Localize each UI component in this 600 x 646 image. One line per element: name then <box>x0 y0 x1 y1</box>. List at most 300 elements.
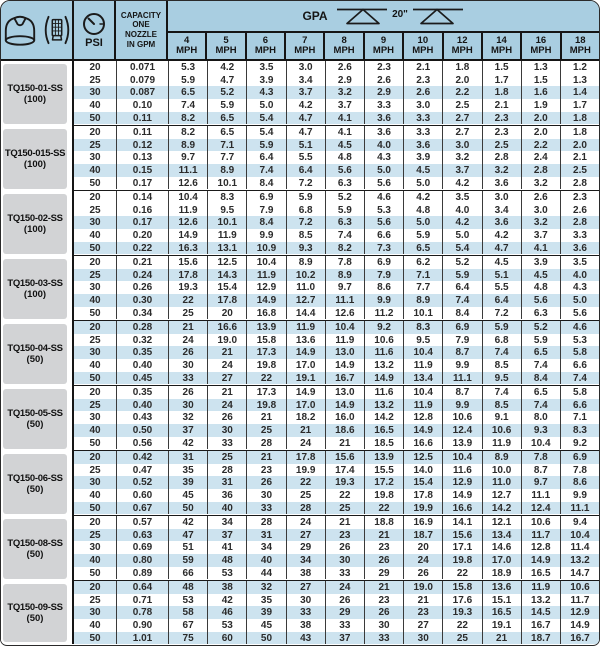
model-label <box>3 519 67 579</box>
gpm-cell: 0.35 <box>116 346 168 359</box>
gpa-value-cell: 4.7 <box>286 112 325 125</box>
psi-cell: 20 <box>89 451 101 463</box>
gpm-cell: 0.67 <box>116 502 168 515</box>
gpa-value-cell: 11.6 <box>364 346 403 359</box>
gpa-value-cell: 7.7 <box>207 151 246 164</box>
gpa-value-cell: 5.3 <box>560 334 599 347</box>
gpa-value-cell: 9.2 <box>364 321 403 334</box>
nozzle-group-rows <box>74 61 599 126</box>
table-row <box>74 437 599 450</box>
gpa-value-cell: 6.6 <box>560 359 599 372</box>
gpm-cell: 0.17 <box>116 177 168 190</box>
gpa-value-cell: 2.0 <box>442 74 481 87</box>
gpa-value-cell: 1.8 <box>560 112 599 125</box>
gpa-value-cell: 22 <box>246 372 285 385</box>
gpa-value-cell: 21 <box>246 411 285 424</box>
gpa-value-cell: 5.4 <box>442 242 481 255</box>
psi-cell: 25 <box>89 74 101 86</box>
gpa-value-cell: 17.4 <box>325 464 364 477</box>
gpa-value-cell: 5.9 <box>246 139 285 152</box>
gpa-value-cell: 13.2 <box>364 399 403 412</box>
gpa-value-cell: 23 <box>364 594 403 607</box>
psi-cell: 30 <box>89 412 101 424</box>
psi-cell: 40 <box>89 164 101 176</box>
gpa-value-cell: 5.2 <box>521 321 560 334</box>
gpa-value-cell: 2.5 <box>442 99 481 112</box>
gpa-value-cell: 12.7 <box>482 489 521 502</box>
model-label-slot <box>1 516 72 581</box>
gpa-value-cell: 7.4 <box>442 294 481 307</box>
gpa-value-cell: 16.5 <box>482 606 521 619</box>
gpa-value-cell: 6.9 <box>246 191 285 204</box>
gpm-cell: 0.78 <box>116 606 168 619</box>
gpa-value-cell: 12.7 <box>286 294 325 307</box>
gpa-value-cell: 3.2 <box>521 177 560 190</box>
psi-cell: 25 <box>89 594 101 606</box>
gpa-value-cell: 6.4 <box>246 151 285 164</box>
psi-cell: 50 <box>89 177 101 189</box>
gpa-value-cell: 4.5 <box>403 164 442 177</box>
gpa-value-cell: 14.2 <box>364 411 403 424</box>
gpa-value-cell: 3.5 <box>246 61 285 74</box>
nozzle-group-rows <box>74 126 599 191</box>
gpa-value-cell: 5.0 <box>442 229 481 242</box>
gpa-value-cell: 17.8 <box>403 489 442 502</box>
gpa-value-cell: 7.1 <box>207 139 246 152</box>
gpa-value-cell: 5.6 <box>521 294 560 307</box>
gpa-value-cell: 26 <box>246 476 285 489</box>
mph-column-header <box>245 33 284 59</box>
gpa-value-cell: 6.9 <box>560 451 599 464</box>
gpm-cell: 0.087 <box>116 86 168 99</box>
psi-cell: 40 <box>89 229 101 241</box>
table-row <box>74 502 599 515</box>
gpa-value-cell: 8.7 <box>521 464 560 477</box>
mph-unit: MPH <box>333 45 355 56</box>
model-name: TQ150-01-SS <box>7 82 63 94</box>
gpa-value-cell: 2.8 <box>521 164 560 177</box>
gpa-value-cell: 6.6 <box>560 399 599 412</box>
psi-cell: 30 <box>89 87 101 99</box>
gpa-value-cell: 7.8 <box>560 464 599 477</box>
table-row <box>74 411 599 424</box>
gpa-value-cell: 10.1 <box>403 307 442 320</box>
gpa-value-cell: 5.0 <box>246 99 285 112</box>
gpa-value-cell: 5.2 <box>442 256 481 269</box>
gpa-value-cell: 12.9 <box>246 281 285 294</box>
gpa-value-cell: 29 <box>286 541 325 554</box>
gpa-value-cell: 7.3 <box>364 242 403 255</box>
gpm-cell: 0.22 <box>116 242 168 255</box>
gpa-value-cell: 25 <box>168 307 207 320</box>
psi-cell: 30 <box>89 152 101 164</box>
gpa-value-cell: 15.5 <box>364 464 403 477</box>
gpa-value-cell: 7.9 <box>246 204 285 217</box>
gpa-value-cell: 38 <box>286 619 325 632</box>
gpa-value-cell: 3.7 <box>325 99 364 112</box>
gpa-value-cell: 1.8 <box>442 61 481 74</box>
gpa-value-cell: 39 <box>168 476 207 489</box>
gpa-value-cell: 1.6 <box>521 86 560 99</box>
gpa-value-cell: 10.4 <box>246 256 285 269</box>
gpa-value-cell: 5.9 <box>325 204 364 217</box>
table-row <box>74 399 599 412</box>
nozzle-group-rows <box>74 516 599 581</box>
psi-cell: 40 <box>89 99 101 111</box>
gpm-cell: 0.071 <box>116 61 168 74</box>
gpa-value-cell: 9.5 <box>207 204 246 217</box>
mph-unit: MPH <box>294 45 316 56</box>
gpa-value-cell: 5.3 <box>168 61 207 74</box>
gpa-value-cell: 9.4 <box>560 516 599 529</box>
gpa-value-cell: 28 <box>246 516 285 529</box>
gpa-value-cell: 8.4 <box>521 372 560 385</box>
gpm-cell: 1.01 <box>116 632 168 645</box>
gpa-value-cell: 12.1 <box>482 516 521 529</box>
gpa-value-cell: 1.8 <box>560 126 599 139</box>
gpa-value-cell: 26 <box>364 606 403 619</box>
table-row <box>74 464 599 477</box>
psi-cell: 25 <box>89 464 101 476</box>
gpa-value-cell: 2.8 <box>482 151 521 164</box>
mph-speed: 14 <box>496 34 507 46</box>
gpa-value-cell: 34 <box>246 541 285 554</box>
gpa-value-cell: 6.5 <box>207 112 246 125</box>
model-name: TQ150-06-SS <box>7 472 63 484</box>
gpa-value-cell: 11.0 <box>482 476 521 489</box>
mph-column-header <box>323 33 362 59</box>
gpa-value-cell: 5.0 <box>403 216 442 229</box>
psi-label: PSI <box>85 37 103 49</box>
table-row <box>74 191 599 204</box>
gpa-value-cell: 16.6 <box>403 437 442 450</box>
gpa-value-cell: 4.6 <box>364 191 403 204</box>
gpm-cell: 0.56 <box>116 437 168 450</box>
mph-unit: MPH <box>412 45 434 56</box>
gpa-value-cell: 28 <box>207 464 246 477</box>
gpa-value-cell: 25 <box>246 424 285 437</box>
gpa-value-cell: 12.5 <box>403 451 442 464</box>
gpa-value-cell: 2.1 <box>482 99 521 112</box>
gpa-value-cell: 22 <box>325 489 364 502</box>
gpa-value-cell: 48 <box>207 554 246 567</box>
gpa-value-cell: 10.1 <box>207 216 246 229</box>
gpm-cell: 0.71 <box>116 594 168 607</box>
psi-cell: 20 <box>89 386 101 398</box>
gpa-value-cell: 9.9 <box>560 489 599 502</box>
gpa-value-cell: 9.5 <box>482 372 521 385</box>
gpa-value-cell: 8.6 <box>560 476 599 489</box>
model-label-slot <box>1 126 72 191</box>
gpa-value-cell: 12.9 <box>442 476 481 489</box>
gpa-value-cell: 22 <box>364 502 403 515</box>
gpa-value-cell: 4.1 <box>521 242 560 255</box>
gpa-value-cell: 12.8 <box>521 541 560 554</box>
psi-cell: 50 <box>89 632 101 644</box>
gpa-value-cell: 3.3 <box>364 99 403 112</box>
gpa-value-cell: 4.7 <box>482 242 521 255</box>
gpa-value-cell: 24 <box>286 437 325 450</box>
table-row <box>74 386 599 399</box>
gpm-cell: 0.26 <box>116 281 168 294</box>
mph-unit: MPH <box>569 45 591 56</box>
gpa-value-cell: 19.8 <box>364 489 403 502</box>
gpa-value-cell: 3.9 <box>521 256 560 269</box>
gpa-value-cell: 30 <box>168 399 207 412</box>
gpa-value-cell: 5.9 <box>168 74 207 87</box>
gpa-value-cell: 6.2 <box>403 256 442 269</box>
gpm-cell: 0.47 <box>116 464 168 477</box>
gpa-value-cell: 4.3 <box>560 281 599 294</box>
gpa-value-cell: 6.9 <box>442 321 481 334</box>
gpa-value-cell: 10.1 <box>207 177 246 190</box>
gpa-value-cell: 8.7 <box>442 346 481 359</box>
gpa-value-cell: 2.0 <box>521 112 560 125</box>
gpa-value-cell: 19.1 <box>286 372 325 385</box>
table-row <box>74 334 599 347</box>
gpm-cell: 0.52 <box>116 476 168 489</box>
gpa-value-cell: 31 <box>246 529 285 542</box>
mph-column-header <box>284 33 323 59</box>
gpa-value-cell: 4.7 <box>286 126 325 139</box>
psi-cell: 20 <box>89 126 101 138</box>
gpa-value-cell: 9.7 <box>521 476 560 489</box>
gpa-value-cell: 9.3 <box>286 242 325 255</box>
gpa-value-cell: 4.5 <box>521 269 560 282</box>
gpa-value-cell: 5.9 <box>403 229 442 242</box>
gpa-value-cell: 18.9 <box>482 567 521 580</box>
gpa-value-cell: 6.4 <box>482 294 521 307</box>
table-row <box>74 294 599 307</box>
gpa-value-cell: 44 <box>246 567 285 580</box>
gpm-cell: 0.42 <box>116 451 168 464</box>
psi-cell: 40 <box>89 359 101 371</box>
gpa-value-cell: 7.4 <box>560 372 599 385</box>
gpa-value-cell: 6.4 <box>286 164 325 177</box>
gpa-value-cell: 8.3 <box>207 191 246 204</box>
gpa-value-cell: 8.4 <box>246 216 285 229</box>
gpa-value-cell: 50 <box>168 502 207 515</box>
gpa-value-cell: 7.7 <box>403 281 442 294</box>
gpa-value-cell: 5.5 <box>286 151 325 164</box>
gpa-value-cell: 37 <box>207 529 246 542</box>
gpa-value-cell: 11.1 <box>521 489 560 502</box>
gpa-value-cell: 29 <box>325 606 364 619</box>
gpa-value-cell: 3.2 <box>325 86 364 99</box>
gpa-value-cell: 17.2 <box>364 476 403 489</box>
gpa-value-cell: 39 <box>246 606 285 619</box>
mph-column-header <box>442 33 481 59</box>
gpa-value-cell: 11.6 <box>442 464 481 477</box>
table-row <box>74 581 599 594</box>
gpa-value-cell: 4.2 <box>442 216 481 229</box>
capacity-header-cell <box>114 1 166 59</box>
gpa-value-cell: 3.5 <box>560 256 599 269</box>
gpa-value-cell: 12.6 <box>168 177 207 190</box>
psi-cell: 40 <box>89 619 101 631</box>
gpa-value-cell: 2.5 <box>560 164 599 177</box>
gpa-value-cell: 3.6 <box>482 177 521 190</box>
gpa-value-cell: 15.6 <box>442 529 481 542</box>
model-label-slot <box>1 256 72 321</box>
gpa-value-cell: 7.4 <box>482 346 521 359</box>
gpa-value-cell: 19.3 <box>442 606 481 619</box>
gpa-value-cell: 6.8 <box>482 334 521 347</box>
gpm-cell: 0.63 <box>116 529 168 542</box>
gpa-value-cell: 3.7 <box>521 229 560 242</box>
table-row <box>74 256 599 269</box>
gpa-value-cell: 5.1 <box>286 139 325 152</box>
mph-column-header <box>481 33 520 59</box>
gpa-value-cell: 15.6 <box>168 256 207 269</box>
model-label-slot <box>1 386 72 451</box>
nozzle-group-rows <box>74 581 599 646</box>
table-row <box>74 567 599 580</box>
model-label-slot <box>1 191 72 256</box>
gpa-value-cell: 75 <box>168 632 207 645</box>
gpa-value-cell: 13.9 <box>442 437 481 450</box>
gpa-value-cell: 41 <box>207 541 246 554</box>
psi-cell: 30 <box>89 282 101 294</box>
gpa-value-cell: 11.9 <box>521 581 560 594</box>
gpa-value-cell: 8.2 <box>325 242 364 255</box>
gpa-value-cell: 1.5 <box>482 61 521 74</box>
table-row <box>74 606 599 619</box>
gpa-value-cell: 23 <box>403 606 442 619</box>
gpa-value-cell: 21 <box>325 516 364 529</box>
gpa-value-cell: 14.9 <box>246 294 285 307</box>
gpa-value-cell: 17.6 <box>442 594 481 607</box>
gpa-value-cell: 7.4 <box>246 164 285 177</box>
gpa-value-cell: 27 <box>207 372 246 385</box>
gpa-value-cell: 16.7 <box>560 632 599 645</box>
gpa-value-cell: 9.3 <box>521 424 560 437</box>
gpm-cell: 0.89 <box>116 567 168 580</box>
gpa-value-cell: 34 <box>207 516 246 529</box>
gpa-value-cell: 14.3 <box>207 269 246 282</box>
psi-cell: 50 <box>89 437 101 449</box>
gpa-value-cell: 30 <box>403 632 442 645</box>
mph-speed: 10 <box>417 34 429 46</box>
table-body <box>1 59 599 644</box>
gpa-value-cell: 5.1 <box>482 269 521 282</box>
gpa-value-cell: 5.4 <box>246 126 285 139</box>
gpa-value-cell: 22 <box>442 567 481 580</box>
gpa-value-cell: 11.4 <box>560 541 599 554</box>
gpa-value-cell: 45 <box>246 619 285 632</box>
psi-cell: 25 <box>89 529 101 541</box>
gpa-value-cell: 26 <box>207 411 246 424</box>
gpa-value-cell: 2.5 <box>482 139 521 152</box>
gpa-value-cell: 13.6 <box>482 581 521 594</box>
gpa-value-cell: 2.7 <box>442 126 481 139</box>
gpm-cell: 0.34 <box>116 307 168 320</box>
gpa-value-cell: 25 <box>325 502 364 515</box>
gpa-value-cell: 33 <box>325 619 364 632</box>
table-row <box>74 126 599 139</box>
gpa-value-cell: 7.4 <box>168 99 207 112</box>
table-row <box>74 451 599 464</box>
gpa-value-cell: 14.9 <box>442 489 481 502</box>
model-label <box>3 129 67 189</box>
gpa-value-cell: 43 <box>286 632 325 645</box>
gpa-value-cell: 6.5 <box>521 346 560 359</box>
gpa-value-cell: 12.5 <box>207 256 246 269</box>
gpa-value-cell: 45 <box>168 489 207 502</box>
gpa-title-row <box>168 1 599 31</box>
gpa-value-cell: 9.9 <box>442 359 481 372</box>
gpa-value-cell: 10.4 <box>442 451 481 464</box>
gpa-value-cell: 14.5 <box>521 606 560 619</box>
mph-speed: 12 <box>456 34 468 46</box>
mph-speed: 9 <box>380 34 387 46</box>
gpm-cell: 0.80 <box>116 554 168 567</box>
gpa-value-cell: 2.1 <box>403 61 442 74</box>
gpa-value-cell: 53 <box>207 619 246 632</box>
gpa-value-cell: 35 <box>168 464 207 477</box>
table-row <box>74 61 599 74</box>
gpa-value-cell: 3.6 <box>364 112 403 125</box>
gpm-cell: 0.15 <box>116 164 168 177</box>
gpa-value-cell: 34 <box>286 554 325 567</box>
table-row <box>74 229 599 242</box>
gpa-value-cell: 4.1 <box>325 112 364 125</box>
gpa-value-cell: 7.9 <box>364 269 403 282</box>
gpm-cell: 0.90 <box>116 619 168 632</box>
nozzle-group-rows <box>74 256 599 321</box>
gpa-value-cell: 2.2 <box>521 139 560 152</box>
psi-cell: 20 <box>89 61 101 73</box>
gpa-value-cell: 48 <box>168 581 207 594</box>
gpa-value-cell: 30 <box>246 489 285 502</box>
gpa-value-cell: 3.9 <box>403 151 442 164</box>
gpa-value-cell: 13.2 <box>364 359 403 372</box>
gpa-value-cell: 8.4 <box>442 307 481 320</box>
gpa-value-cell: 11.9 <box>207 229 246 242</box>
gpa-value-cell: 14.9 <box>364 372 403 385</box>
table-row <box>74 529 599 542</box>
table-row <box>74 372 599 385</box>
mph-unit: MPH <box>530 45 552 56</box>
chart-header <box>1 1 599 59</box>
pressure-gauge-icon <box>81 11 107 37</box>
gpa-value-cell: 9.9 <box>246 229 285 242</box>
mph-speed: 16 <box>535 34 547 46</box>
gpa-value-cell: 10.4 <box>325 321 364 334</box>
model-label-column <box>1 61 72 644</box>
psi-cell: 30 <box>89 607 101 619</box>
gpa-value-cell: 11.9 <box>482 437 521 450</box>
mph-speed: 7 <box>302 34 308 46</box>
gpa-value-cell: 3.0 <box>482 191 521 204</box>
gpa-value-cell: 17.1 <box>442 541 481 554</box>
psi-cell: 50 <box>89 372 101 384</box>
gpa-value-cell: 33 <box>325 567 364 580</box>
gpa-value-cell: 21 <box>207 386 246 399</box>
table-row <box>74 281 599 294</box>
gpa-value-cell: 17.8 <box>207 294 246 307</box>
table-row <box>74 177 599 190</box>
gpa-value-cell: 2.6 <box>521 191 560 204</box>
gpa-value-cell: 5.9 <box>286 191 325 204</box>
gpa-value-cell: 14.1 <box>442 516 481 529</box>
gpa-value-cell: 1.2 <box>560 61 599 74</box>
model-label <box>3 64 67 124</box>
gpa-value-cell: 37 <box>325 632 364 645</box>
model-label <box>3 194 67 254</box>
gpa-value-cell: 4.8 <box>521 281 560 294</box>
gpa-value-cell: 12.6 <box>325 307 364 320</box>
